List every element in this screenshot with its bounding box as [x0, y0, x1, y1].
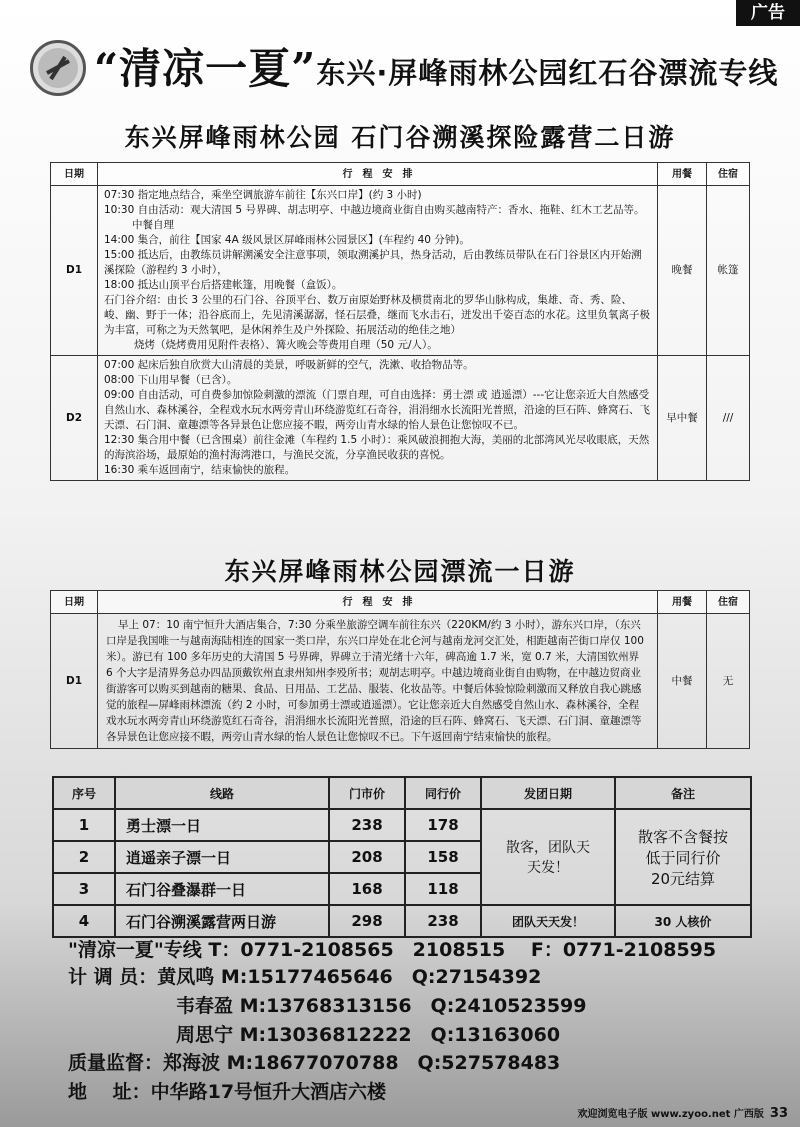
page-footer: [578, 1105, 789, 1121]
schedule-line: 18:00 抵达山顶平台后搭建帐篷，用晚餐（盒饭）。: [104, 279, 343, 291]
row-agent: 118: [405, 873, 481, 905]
price-table: [52, 776, 752, 938]
day-schedule: [98, 356, 658, 481]
page-title: [94, 36, 794, 96]
quality-supervisor: 质量监督：郑海波 M:18677070788 Q:527578483: [68, 1052, 561, 1074]
col-stay: 住宿: [707, 163, 750, 186]
col-date: 日期: [51, 163, 98, 186]
page-number: 33: [769, 1106, 788, 1121]
col-no: 序号: [53, 777, 115, 809]
col-stay: 住宿: [707, 591, 750, 614]
col-departure: 发团日期: [481, 777, 615, 809]
day-label: D1: [51, 614, 98, 749]
col-meal: 用餐: [658, 163, 707, 186]
planner-1: 计 调 员：黄凤鸣 M:15177465646 Q:27154392: [68, 966, 542, 988]
row-retail: 168: [329, 873, 405, 905]
row-no: 1: [53, 809, 115, 841]
section1-title: 东兴屏峰雨林公园 石门谷溯溪探险露营二日游: [124, 123, 676, 152]
note-merged: 散客不含餐按低于同行价20元结算: [615, 809, 751, 905]
schedule-line: 09:00 自由活动，可自费参加惊险刺激的漂流（门票自理，可自由选择：勇士漂 或 逍遥漂）---它让您亲近大自然感受自然山水、森林溪谷，全程戏水玩水两旁青山环绕游览红石奇谷，涓涓细水长流阳光普照，沿途的巨石阵、蜂窝石、飞天漂、石门洞、童趣漂等各异景色让您应接不暇，两旁山青水绿的怡人景色让您惊叹不已。: [104, 389, 650, 431]
footer-text: 欢迎浏览电子版 www.zyoo.net 广西版: [577, 1109, 764, 1120]
row-agent: 238: [405, 905, 481, 937]
table-row: [53, 905, 751, 937]
schedule-line: 烧烤（烧烤费用见附件表格）、篝火晚会等费用自理（50 元/人）。: [134, 339, 438, 351]
logo-icon: [30, 40, 86, 96]
col-schedule: 行 程 安 排: [98, 591, 658, 614]
title-quote: “清凉一夏”: [94, 44, 317, 93]
table-row: [51, 356, 750, 481]
table-row: [51, 186, 750, 356]
table-row: [51, 614, 750, 749]
day-schedule: [98, 186, 658, 356]
row-retail: 208: [329, 841, 405, 873]
note-row4: 30 人核价: [615, 905, 751, 937]
day-label: D2: [51, 356, 98, 481]
meal-cell: 晚餐: [658, 186, 707, 356]
schedule-line: 07:00 起床后独自欣赏大山清晨的美景，呼吸新鲜的空气，洗漱、收拾物品等。: [104, 359, 474, 371]
col-meal: 用餐: [658, 591, 707, 614]
row-no: 3: [53, 873, 115, 905]
schedule-line: 中餐自理: [132, 219, 174, 231]
itinerary-table-1day: [50, 590, 750, 749]
row-no: 4: [53, 905, 115, 937]
departure-row4: 团队天天发！: [481, 905, 615, 937]
schedule-line: 07:30 指定地点结合，乘坐空调旅游车前往【东兴口岸】(约 3 小时): [104, 189, 422, 201]
section2-title: 东兴屏峰雨林公园漂流一日游: [224, 557, 576, 586]
schedule-line: 16:30 乘车返回南宁，结束愉快的旅程。: [104, 464, 296, 476]
row-retail: 298: [329, 905, 405, 937]
row-no: 2: [53, 841, 115, 873]
row-retail: 238: [329, 809, 405, 841]
schedule-line: 12:30 集合用中餐（已含围桌）前往金滩（车程约 1.5 小时）：乘风破浪拥抱大海，美丽的北部湾风光尽收眼底，天然的海滨浴场，最原始的渔村海湾港口，与渔民交流，分享渔民收获的喜悦。: [104, 434, 650, 461]
departure-merged: 散客，团队天天发！: [481, 809, 615, 905]
ad-corner-tag: 广告: [736, 0, 800, 26]
row-route: 石门谷叠瀑群一日: [115, 873, 329, 905]
row-route: 石门谷溯溪露营两日游: [115, 905, 329, 937]
meal-cell: 中餐: [658, 614, 707, 749]
schedule-line: 石门谷介绍：由长 3 公里的石门谷、谷顶平台、数万亩原始野林及横贯南北的罗华山脉构成，集雄、奇、秀、险、峻、幽、野于一体；沿谷底而上，先见清溪潺潺，怪石层叠，继而飞水击石，迸发出千姿百态的水花。这里负氧离子极为丰富，可称之为天然氧吧，是休闲养生及户外探险、拓展活动的绝佳之地）: [104, 294, 650, 336]
planner-2: 韦春盈 M:13768313156 Q:2410523599: [176, 995, 587, 1017]
col-note: 备注: [615, 777, 751, 809]
row-route: 勇士漂一日: [115, 809, 329, 841]
schedule-line: 15:00 抵达后，由教练员讲解溯溪安全注意事项，领取溯溪护具，热身活动，后由教练员带队在石门谷景区内开始溯溪探险（游程约 3 小时），: [104, 249, 642, 276]
day-schedule: 早上 07：10 南宁恒升大酒店集合，7:30 分乘坐旅游空调车前往东兴（220KM/约 3 小时），游东兴口岸，（东兴口岸是我国唯一与越南海陆相连的国家一类口岸，东兴口岸处在北仑河与越南龙河交汇处，相距越南芒街口岸仅 100 米）。游已有 100 多年历史的大清国 5 号界碑，界碑立于清光绪十六年，碑高逾 1.7 米，宽 0.7 米，大清国钦州界 6 个大字是清界务总办四品顶戴钦州直隶州知州李殁所书；观胡志明亭。中越边境商业街自由购物，在中越边贸商业街游客可以购买到越南的糖果、食品、日用品、工艺品、服装、化妆品等。中餐后体验惊险刺激而又释放自我心跳感觉的旅程—屏峰雨林漂流（约 2 小时，可参加勇士漂或逍遥漂）。它让您亲近大自然感受自然山水、森林溪谷，全程戏水玩水两旁青山环绕游览红石奇谷，涓涓细水长流阳光普照，沿途的巨石阵、蜂窝石、飞天漂、石门洞、童趣漂等各异景色让您应接不暇，两旁山青水绿的怡人景色让您惊叹不已。下午返回南宁结束愉快的旅程。: [98, 614, 658, 749]
hotline: "清凉一夏"专线 T：0771-2108565 2108515 F：0771-2108595: [68, 939, 717, 961]
stay-cell: 无: [707, 614, 750, 749]
day-label: D1: [51, 186, 98, 356]
row-agent: 178: [405, 809, 481, 841]
col-route: 线路: [115, 777, 329, 809]
row-agent: 158: [405, 841, 481, 873]
col-date: 日期: [51, 591, 98, 614]
schedule-line: 10:30 自由活动：观大清国 5 号界碑、胡志明亭、中越边境商业街自由购买越南特产：香水、拖鞋、红木工艺品等。: [104, 204, 645, 216]
table-row: [53, 809, 751, 841]
schedule-line: 14:00 集合，前往【国家 4A 级风景区屏峰雨林公园景区】(车程约 40 分钟)。: [104, 234, 470, 246]
schedule-line: 08:00 下山用早餐（已含）。: [104, 374, 238, 386]
stay-cell: ///: [707, 356, 750, 481]
planner-3: 周思宁 M:13036812222 Q:13163060: [176, 1024, 561, 1046]
row-route: 逍遥亲子漂一日: [115, 841, 329, 873]
stay-cell: 帐篷: [707, 186, 750, 356]
address: 地 址：中华路17号恒升大酒店六楼: [68, 1081, 387, 1103]
col-schedule: 行 程 安 排: [98, 163, 658, 186]
col-retail: 门市价: [329, 777, 405, 809]
title-route: 东兴·屏峰雨林公园红石谷漂流专线: [316, 56, 779, 90]
meal-cell: 早中餐: [658, 356, 707, 481]
itinerary-table-2day: [50, 162, 750, 481]
col-agent: 同行价: [405, 777, 481, 809]
